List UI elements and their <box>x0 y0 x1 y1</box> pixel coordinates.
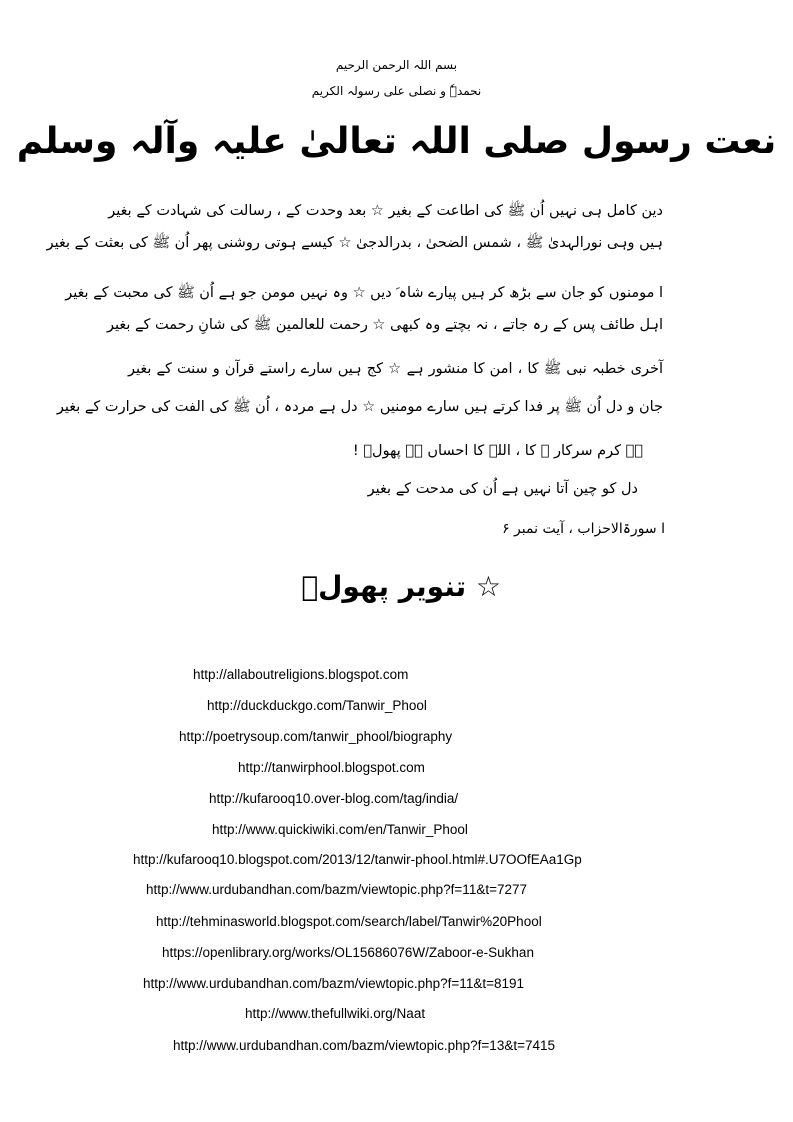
poet-signature: ☆ تنویر پھولؔ <box>301 570 501 603</box>
footnote: ا سورۃالاحزاب ، آیت نمبر ۶ <box>502 521 665 537</box>
verse-line-6: جان و دل اُن ﷺ پر فدا کرتے ہیں سارے مومنیں ☆ دل ہے مردہ ، اُن ﷺ کی الفت کی حرارت کے بغیر <box>56 399 663 415</box>
reference-link[interactable]: http://www.quickiwiki.com/en/Tanwir_Phool <box>212 822 468 837</box>
reference-link[interactable]: http://allaboutreligions.blogspot.com <box>193 667 409 682</box>
bismillah-line: بسم اللہ الرحمن الرحیم <box>335 58 458 72</box>
verse-line-3: ا مومنوں کو جان سے بڑھ کر ہیں پیارے شاہ ؐ دیں ☆ وہ نہیں مومن جو ہے اُن ﷺ کی محبت کے بغیر <box>65 285 663 301</box>
reference-link[interactable]: http://kufarooq10.blogspot.com/2013/12/tanwir-phool.html#.U7OOfEAa1Gp <box>133 852 582 867</box>
verse-line-4: اہل طائف پس کے رہ جاتے ، نہ بچتے وہ کبھی ☆ رحمت للعالمین ﷺ کی شانِ رحمت کے بغیر <box>107 317 663 333</box>
reference-link[interactable]: http://kufarooq10.over-blog.com/tag/india/ <box>209 791 459 806</box>
reference-link[interactable]: http://duckduckgo.com/Tanwir_Phool <box>207 698 427 713</box>
closing-line-2: دل کو چین آتا نہیں ہے اُن کی مدحت کے بغیر <box>367 481 638 497</box>
reference-link[interactable]: http://www.urdubandhan.com/bazm/viewtopic.php?f=11&t=7277 <box>146 882 527 897</box>
verse-line-2: ہیں وہی نورالہدیٰ ﷺ ، شمس الضحیٰ ، بدرالدجیٰ ☆ کیسے ہوتی روشنی پھر اُن ﷺ کی بعثت کے بغیر <box>46 235 663 251</box>
reference-link[interactable]: http://tanwirphool.blogspot.com <box>238 760 425 775</box>
reference-link[interactable]: https://openlibrary.org/works/OL15686076W/Zaboor-e-Sukhan <box>162 945 534 960</box>
naat-title: نعت رسول صلی اللہ تعالیٰ علیہ وآلہ وسلم <box>16 121 777 162</box>
reference-link[interactable]: http://www.urdubandhan.com/bazm/viewtopic.php?f=13&t=7415 <box>173 1038 555 1053</box>
salutation-line: نحمدہٗ و نصلی علی رسولہ الکریم <box>311 84 482 98</box>
reference-link[interactable]: http://poetrysoup.com/tanwir_phool/biography <box>179 729 453 744</box>
verse-line-1: دین کامل ہی نہیں اُن ﷺ کی اطاعت کے بغیر ☆ بعد وحدت کے ، رسالت کی شہادت کے بغیر <box>108 203 663 219</box>
reference-link[interactable]: http://tehminasworld.blogspot.com/search/label/Tanwir%20Phool <box>156 914 542 929</box>
verse-line-5: آخری خطبہ نبی ﷺ کا ، امن کا منشور ہے ☆ کج ہیں سارے راستے قرآن و سنت کے بغیر <box>128 361 663 377</box>
reference-link[interactable]: http://www.thefullwiki.org/Naat <box>245 1006 426 1021</box>
closing-line-1: ہے کرم سرکار ﷺ کا ، اللہ کا احساں ہے پھولؔ ! <box>352 443 643 459</box>
reference-link[interactable]: http://www.urdubandhan.com/bazm/viewtopic.php?f=11&t=8191 <box>143 976 524 991</box>
